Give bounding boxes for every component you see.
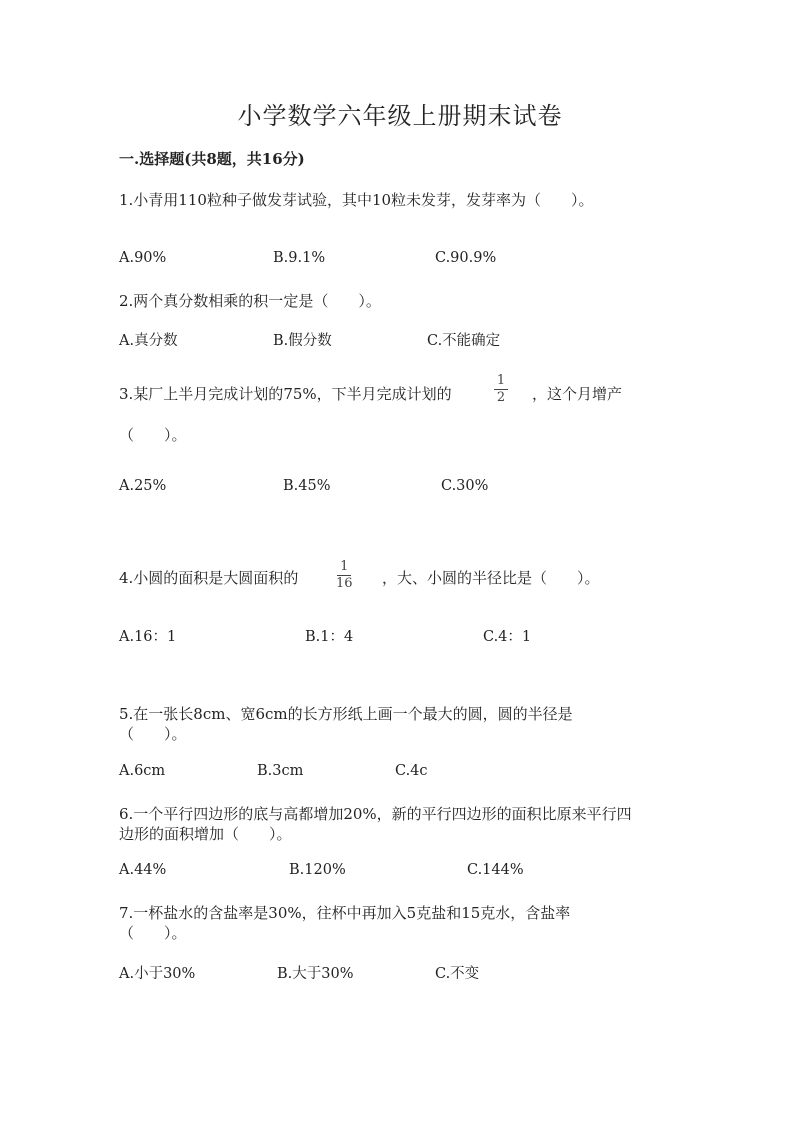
section-heading: 一.选择题(共8题，共16分) (119, 150, 305, 168)
question-7-text: 7.一杯盐水的含盐率是30%，往杯中再加入5克盐和15克水，含盐率 (119, 904, 571, 922)
question-7-option-c: C.不变 (435, 966, 480, 982)
fraction-numerator: 1 (340, 559, 349, 574)
question-1-option-b: B.9.1% (273, 250, 326, 266)
question-4-text-after: ，大、小圆的半径比是（ ）。 (382, 569, 600, 587)
fraction-denominator: 16 (336, 576, 353, 591)
fraction-numerator: 1 (496, 373, 506, 388)
question-3-text-after: ，这个月增产 (532, 385, 623, 403)
question-1-option-c: C.90.9% (435, 250, 497, 266)
question-6-text: 6.一个平行四边形的底与高都增加20%，新的平行四边形的面积比原来平行四 (119, 805, 632, 823)
question-3-option-b: B.45% (283, 478, 331, 494)
question-6-text-line2: 边形的面积增加（ ）。 (119, 825, 292, 843)
question-4-option-c: C.4：1 (483, 629, 532, 645)
question-2-option-b: B.假分数 (273, 333, 332, 349)
question-4-option-a: A.16：1 (119, 629, 177, 645)
question-5-option-c: C.4c (395, 763, 428, 779)
question-6-option-a: A.44% (119, 862, 167, 878)
question-1-option-a: A.90% (119, 250, 167, 266)
question-4-text-before: 4.小圆的面积是大圆面积的 (119, 569, 299, 587)
question-7-text-line2: （ ）。 (119, 924, 187, 942)
question-4-fraction (336, 560, 353, 591)
question-3-fraction (494, 374, 508, 405)
question-5-option-b: B.3cm (257, 763, 304, 779)
fraction-denominator: 2 (496, 390, 506, 405)
question-2-option-c: C.不能确定 (427, 333, 501, 349)
question-1-text: 1.小青用110粒种子做发芽试验，其中10粒未发芽，发芽率为（ ）。 (119, 191, 594, 209)
question-5-text-line2: （ ）。 (119, 725, 187, 743)
question-5-text: 5.在一张长8cm、宽6cm的长方形纸上画一个最大的圆，圆的半径是 (119, 705, 573, 723)
question-2-text: 2.两个真分数相乘的积一定是（ ）。 (119, 292, 381, 310)
question-3-option-a: A.25% (119, 478, 167, 494)
page-title: 小学数学六年级上册期末试卷 (237, 102, 563, 130)
question-6-option-c: C.144% (467, 862, 524, 878)
question-5-option-a: A.6cm (119, 763, 166, 779)
question-2-option-a: A.真分数 (119, 333, 178, 349)
question-7-option-a: A.小于30% (119, 966, 196, 982)
question-7-option-b: B.大于30% (277, 966, 354, 982)
question-3-text-line2: （ ）。 (119, 426, 187, 444)
question-3-option-c: C.30% (441, 478, 489, 494)
question-6-option-b: B.120% (289, 862, 346, 878)
question-3-text-before: 3.某厂上半月完成计划的75%，下半月完成计划的 (119, 385, 452, 403)
question-4-option-b: B.1：4 (305, 629, 354, 645)
